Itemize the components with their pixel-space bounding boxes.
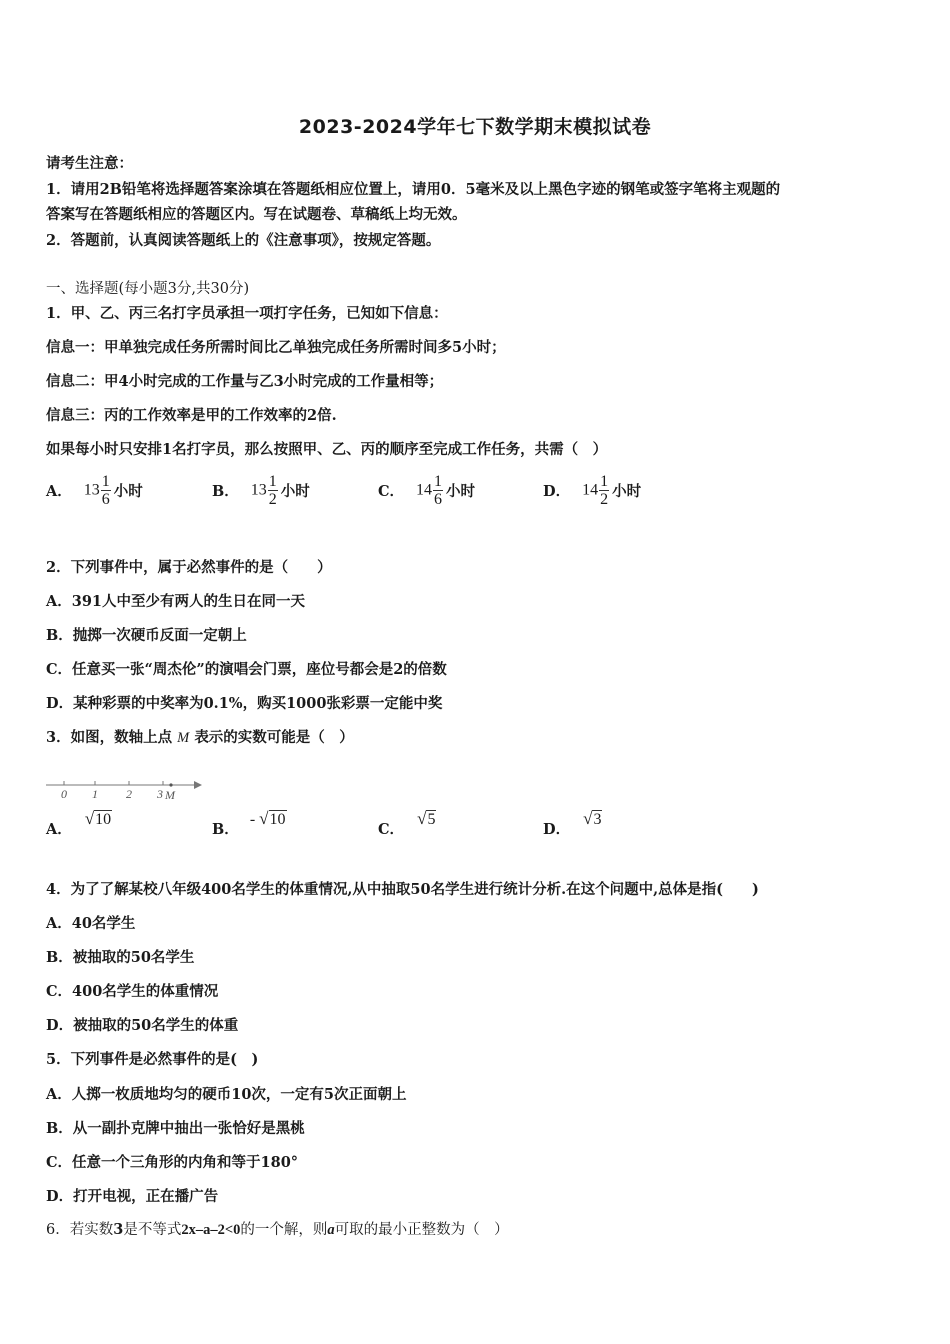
q1-option-a[interactable] (46, 473, 143, 508)
notice-item-1-line-1: 1．请用2B铅笔将选择题答案涂填在答题纸相应位置上，请用0．5毫米及以上黑色字迹的钢笔或签字笔将主观题的 (46, 181, 781, 198)
number-line-figure (44, 776, 204, 802)
q3-stem-before: 3．如图，数轴上点 (46, 729, 173, 746)
q1-option-d[interactable] (543, 473, 641, 508)
fraction (101, 473, 111, 508)
fraction (268, 473, 278, 508)
q1-info-3: 信息三：丙的工作效率是甲的工作效率的2倍. (46, 407, 337, 424)
radicand: 10 (269, 811, 286, 828)
option-label: C． (378, 483, 405, 500)
radicand: 3 (593, 811, 602, 828)
q4-option-d[interactable]: D．被抽取的50名学生的体重 (46, 1017, 239, 1034)
tick-label-3: 3 (157, 787, 163, 801)
q1-option-b[interactable] (212, 473, 310, 508)
sqrt-expression (250, 809, 287, 829)
q3-variable: M (177, 730, 190, 746)
sqrt-expression (417, 809, 436, 829)
q6-text-4: 可取的最小正整数为（ ） (334, 1222, 509, 1238)
q2-option-a[interactable]: A．391人中至少有两人的生日在同一天 (46, 593, 306, 610)
section-heading: 一、选择题(每小题3分,共30分) (46, 281, 250, 297)
q1-option-c[interactable] (378, 473, 475, 508)
q3-option-a[interactable] (46, 809, 112, 839)
option-label: D． (543, 483, 571, 500)
q6-value: 3 (113, 1221, 124, 1238)
unit: 小时 (280, 483, 310, 500)
option-label: C． (378, 821, 405, 838)
mixed-whole: 13 (250, 481, 267, 499)
unit: 小时 (446, 483, 476, 500)
axis-arrow (194, 781, 202, 789)
q3-option-d[interactable] (543, 809, 602, 839)
radical-sign-icon: √ (84, 809, 95, 828)
sqrt-expression (583, 809, 602, 829)
q6-inequality: 2x–a–2<0 (181, 1222, 241, 1238)
q3-stem (46, 726, 354, 747)
notice-item-2: 2．答题前，认真阅读答题纸上的《注意事项》，按规定答题。 (46, 232, 441, 249)
q6-text-2: 是不等式 (123, 1222, 182, 1238)
unit: 小时 (612, 483, 642, 500)
mixed-whole: 14 (416, 481, 433, 499)
denominator: 6 (434, 491, 443, 508)
notice-item-1-line-2: 答案写在答题纸相应的答题区内。写在试题卷、草稿纸上均无效。 (46, 206, 467, 223)
option-label: A． (46, 821, 72, 838)
mixed-whole: 13 (83, 481, 100, 499)
denominator: 6 (101, 491, 110, 508)
number-line (44, 776, 204, 802)
q1-stem: 1．甲、乙、丙三名打字员承担一项打字任务，已知如下信息： (46, 305, 448, 322)
q6-text-3: 的一个解，则 (240, 1222, 328, 1238)
q5-option-d[interactable]: D．打开电视，正在播广告 (46, 1188, 219, 1205)
option-label: B． (212, 821, 239, 838)
radicand: 5 (427, 811, 436, 828)
option-label: D． (543, 821, 571, 838)
q3-option-c[interactable] (378, 809, 436, 839)
q5-option-a[interactable]: A．人掷一枚质地均匀的硬币10次，一定有5次正面朝上 (46, 1086, 407, 1103)
denominator: 2 (600, 491, 609, 508)
q1-info-1: 信息一：甲单独完成任务所需时间比乙单独完成任务所需时间多5小时； (46, 339, 506, 356)
q2-option-c[interactable]: C．任意买一张“周杰伦”的演唱会门票，座位号都会是2的倍数 (46, 661, 447, 678)
q1-info-2: 信息二：甲4小时完成的工作量与乙3小时完成的工作量相等； (46, 373, 444, 390)
q5-option-c[interactable]: C．任意一个三角形的内角和等于180° (46, 1154, 299, 1171)
sign: - (249, 811, 256, 828)
q2-option-d[interactable]: D．某种彩票的中奖率为0.1%，购买1000张彩票一定能中奖 (46, 695, 443, 712)
option-label: B． (212, 483, 239, 500)
page-title: 2023-2024学年七下数学期末模拟试卷 (298, 116, 652, 138)
sqrt-expression (85, 809, 112, 829)
numerator: 1 (600, 473, 609, 490)
radicand: 10 (95, 811, 112, 828)
q6-variable: a (327, 1222, 335, 1238)
fraction (599, 473, 609, 508)
q4-option-c[interactable]: C．400名学生的体重情况 (46, 983, 219, 1000)
radical-sign-icon: √ (583, 809, 593, 828)
q2-stem: 2．下列事件中，属于必然事件的是（ ） (46, 559, 332, 576)
q5-stem: 5．下列事件是必然事件的是( ) (46, 1051, 259, 1068)
q6-number: 6． (46, 1222, 70, 1238)
q4-option-b[interactable]: B．被抽取的50名学生 (46, 949, 195, 966)
fraction (433, 473, 443, 508)
point-m-dot (169, 783, 172, 786)
radical-sign-icon: √ (417, 809, 427, 828)
numerator: 1 (101, 473, 110, 490)
q3-option-b[interactable] (212, 809, 287, 839)
numerator: 1 (434, 473, 443, 490)
q3-stem-after: 表示的实数可能是（ ） (194, 729, 354, 746)
point-m-label: M (165, 788, 175, 802)
notice-heading: 请考生注意： (46, 155, 133, 172)
q6-text-1: 若实数 (69, 1222, 114, 1238)
q4-stem: 4．为了了解某校八年级400名学生的体重情况,从中抽取50名学生进行统计分析.在这个问题中,总体是指( ) (46, 881, 759, 898)
q1-question: 如果每小时只安排1名打字员，那么按照甲、乙、丙的顺序至完成工作任务，共需（ ） (46, 441, 608, 458)
tick-label-0: 0 (61, 787, 67, 801)
numerator: 1 (268, 473, 277, 490)
denominator: 2 (268, 491, 277, 508)
q6-stem (46, 1218, 509, 1239)
tick-label-1: 1 (92, 787, 98, 801)
mixed-whole: 14 (582, 481, 599, 499)
unit: 小时 (113, 483, 143, 500)
q2-option-b[interactable]: B．抛掷一次硬币反面一定朝上 (46, 627, 247, 644)
q4-option-a[interactable]: A．40名学生 (46, 915, 136, 932)
tick-label-2: 2 (126, 787, 132, 801)
option-label: A． (46, 483, 72, 500)
q5-option-b[interactable]: B．从一副扑克牌中抽出一张恰好是黑桃 (46, 1120, 305, 1137)
radical-sign-icon: √ (259, 809, 269, 828)
